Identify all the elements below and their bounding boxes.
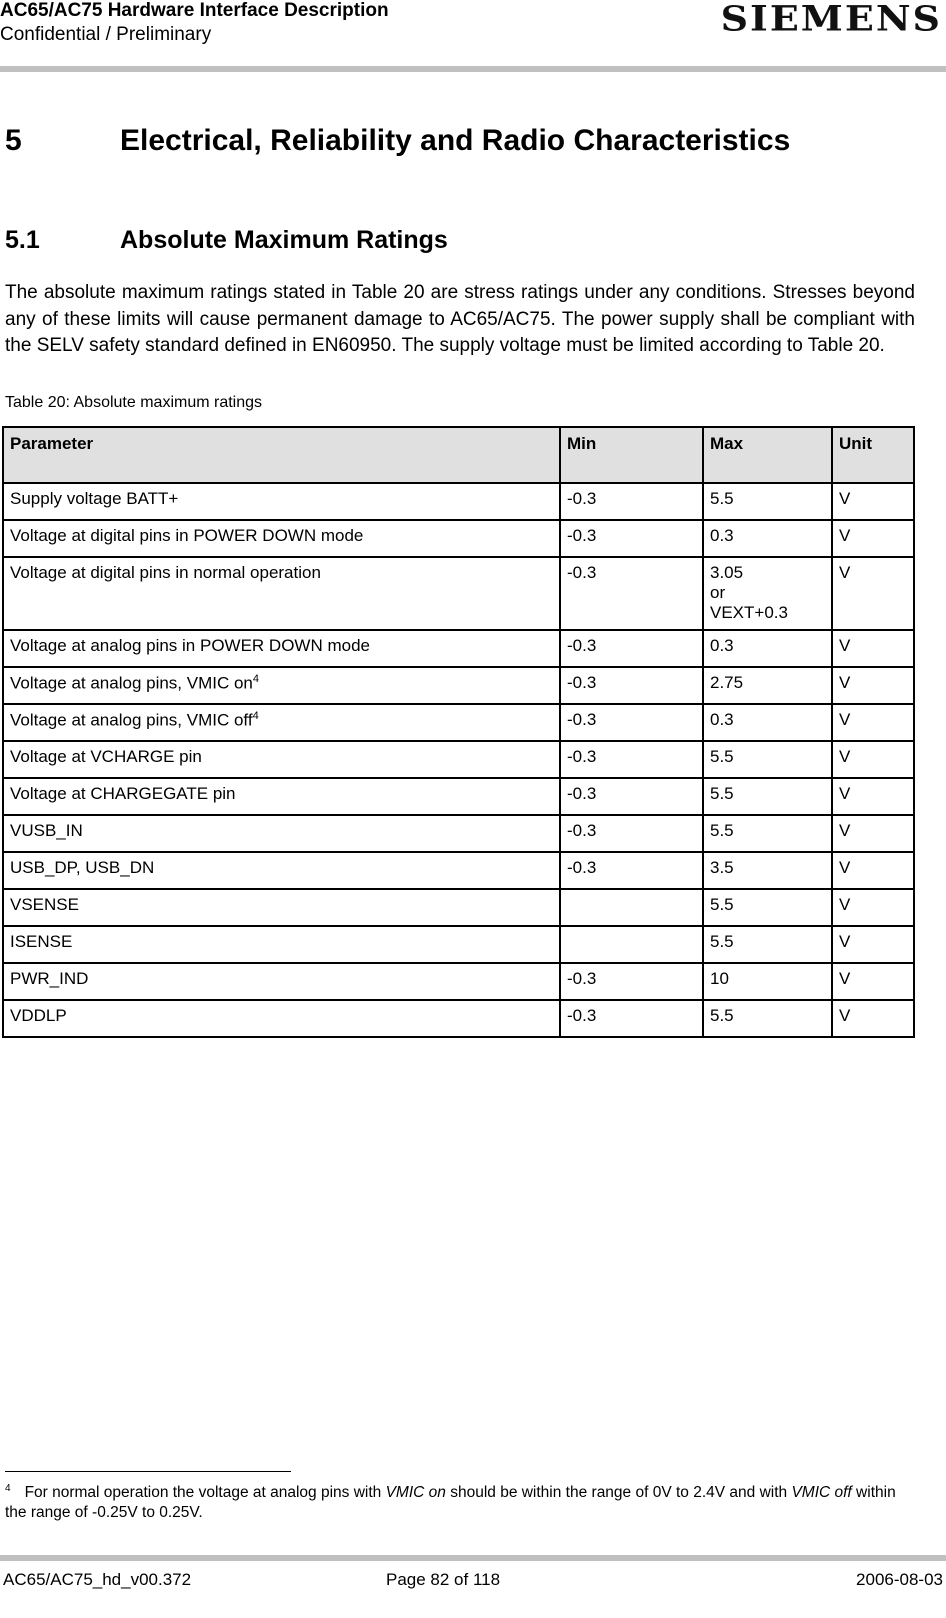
cell-unit (832, 483, 914, 520)
ratings-table (2, 426, 915, 1038)
cell-parameter (3, 1000, 560, 1037)
cell-max-text: 0.3 (710, 526, 734, 545)
cell-unit (832, 557, 914, 630)
cell-max-text: 0.3 (710, 710, 734, 729)
header-subtitle: Confidential / Preliminary (0, 24, 212, 45)
cell-parameter (3, 704, 560, 741)
section-number: 5 (5, 124, 22, 157)
table-row (3, 852, 914, 889)
cell-max-text: 5.5 (710, 747, 734, 766)
cell-parameter (3, 557, 560, 630)
cell-min-text: -0.3 (567, 858, 597, 877)
cell-min-text: -0.3 (567, 747, 597, 766)
cell-parameter-text: Voltage at analog pins, VMIC on (10, 673, 253, 693)
table-row (3, 815, 914, 852)
footer-doc-id: AC65/AC75_hd_v00.372 (3, 1570, 192, 1589)
cell-unit (832, 704, 914, 741)
table-row (3, 889, 914, 926)
cell-min (560, 815, 703, 852)
cell-max (703, 704, 832, 741)
table-row (3, 741, 914, 778)
section-title: Electrical, Reliability and Radio Characteristics (120, 124, 791, 157)
cell-min (560, 889, 703, 926)
table-row (3, 520, 914, 557)
cell-max (703, 483, 832, 520)
cell-max (703, 520, 832, 557)
cell-unit-text: V (839, 636, 851, 655)
cell-min (560, 483, 703, 520)
header-unit: Unit (832, 427, 914, 483)
cell-parameter-text: PWR_IND (10, 969, 89, 988)
cell-parameter-text: VUSB_IN (10, 821, 83, 840)
cell-min (560, 1000, 703, 1037)
cell-max-text: 5.5 (710, 489, 734, 508)
cell-min-text: -0.3 (567, 673, 597, 692)
cell-parameter (3, 778, 560, 815)
cell-max-text: 5.5 (710, 1006, 734, 1025)
cell-min (560, 741, 703, 778)
header-rule (0, 66, 946, 72)
cell-max-text: 5.5 (710, 784, 734, 803)
subsection-heading (5, 226, 448, 255)
table-row (3, 963, 914, 1000)
header-min: Min (560, 427, 703, 483)
cell-min-text: -0.3 (567, 784, 597, 803)
cell-parameter-text: Voltage at analog pins in POWER DOWN mode (10, 636, 370, 655)
cell-parameter (3, 852, 560, 889)
footnote-text-1: For normal operation the voltage at analog pins with (24, 1484, 386, 1502)
cell-max-text: 0.3 (710, 636, 734, 655)
cell-max (703, 741, 832, 778)
cell-max (703, 926, 832, 963)
cell-max (703, 630, 832, 667)
table-row (3, 667, 914, 704)
section-heading (5, 124, 790, 158)
cell-parameter (3, 815, 560, 852)
cell-unit-text: V (839, 969, 851, 988)
footnote-em-1: VMIC on (385, 1484, 446, 1502)
cell-parameter-text: Voltage at digital pins in normal operation (10, 563, 321, 582)
cell-unit-text: V (839, 710, 851, 729)
footer-date: 2006-08-03 (856, 1570, 943, 1589)
subsection-number: 5.1 (5, 226, 40, 254)
cell-unit (832, 889, 914, 926)
subsection-title: Absolute Maximum Ratings (120, 226, 448, 254)
cell-unit (832, 963, 914, 1000)
cell-min-text: -0.3 (567, 710, 597, 729)
cell-parameter (3, 667, 560, 704)
cell-max (703, 1000, 832, 1037)
footnote-marker: 4 (5, 1483, 11, 1494)
table-row (3, 1000, 914, 1037)
footnote-rule (5, 1471, 291, 1472)
cell-unit (832, 667, 914, 704)
cell-min (560, 557, 703, 630)
cell-parameter (3, 926, 560, 963)
table-header-row (3, 427, 914, 483)
cell-max-text: 3.05 or VEXT+0.3 (710, 563, 788, 622)
cell-max-text: 5.5 (710, 895, 734, 914)
cell-min (560, 704, 703, 741)
siemens-logo: SIEMENS (720, 0, 942, 39)
cell-min-text: -0.3 (567, 526, 597, 545)
footnote-em-2: VMIC off (791, 1484, 852, 1502)
cell-max-text: 5.5 (710, 932, 734, 951)
cell-max-text: 5.5 (710, 821, 734, 840)
cell-unit (832, 741, 914, 778)
table-row (3, 704, 914, 741)
cell-unit-text: V (839, 895, 851, 914)
cell-unit-text: V (839, 784, 851, 803)
cell-max (703, 778, 832, 815)
footnote-text-2: should be within the range of 0V to 2.4V and with (445, 1484, 792, 1502)
table-row (3, 926, 914, 963)
header-title: AC65/AC75 Hardware Interface Description (0, 0, 389, 21)
table-row (3, 778, 914, 815)
cell-parameter-text: VSENSE (10, 895, 79, 914)
cell-min (560, 667, 703, 704)
cell-min-text: -0.3 (567, 489, 597, 508)
intro-paragraph: The absolute maximum ratings stated in Table 20 are stress ratings under any conditions. Stresses beyond any of these limits will cause permanent damage to AC65/AC75. The power supply shall be compliant with the SELV safety standard defined in EN60950. The supply voltage must be limited according to Table 20. (5, 282, 915, 356)
cell-parameter-text: ISENSE (10, 932, 73, 951)
table-caption: Table 20: Absolute maximum ratings (5, 394, 263, 411)
cell-unit (832, 778, 914, 815)
cell-min (560, 852, 703, 889)
footnote-ref: 4 (252, 710, 259, 722)
table-row (3, 557, 914, 630)
cell-unit (832, 852, 914, 889)
cell-min (560, 963, 703, 1000)
cell-parameter (3, 741, 560, 778)
cell-min-text: -0.3 (567, 563, 597, 582)
cell-min (560, 520, 703, 557)
header-max: Max (703, 427, 832, 483)
cell-parameter-text: VDDLP (10, 1006, 67, 1025)
cell-unit-text: V (839, 489, 851, 508)
cell-unit-text: V (839, 673, 851, 692)
cell-unit-text: V (839, 932, 851, 951)
cell-parameter (3, 889, 560, 926)
cell-unit (832, 520, 914, 557)
footer-rule (0, 1555, 946, 1561)
cell-parameter-text: Supply voltage BATT+ (10, 489, 179, 508)
cell-parameter (3, 520, 560, 557)
cell-max (703, 667, 832, 704)
cell-min-text: -0.3 (567, 969, 597, 988)
footer-page: Page 82 of 118 (386, 1570, 501, 1589)
footnote (5, 1479, 915, 1523)
cell-max (703, 852, 832, 889)
cell-unit-text: V (839, 1006, 851, 1025)
cell-parameter-text: Voltage at CHARGEGATE pin (10, 784, 236, 803)
cell-unit (832, 630, 914, 667)
footnote-text-3: within the range of -0.25V to 0.25V. (5, 1484, 896, 1522)
cell-unit (832, 815, 914, 852)
cell-min (560, 630, 703, 667)
cell-unit-text: V (839, 747, 851, 766)
header-parameter: Parameter (3, 427, 560, 483)
cell-max-text: 3.5 (710, 858, 734, 877)
cell-parameter (3, 630, 560, 667)
cell-parameter (3, 483, 560, 520)
cell-unit-text: V (839, 563, 851, 582)
cell-min-text: -0.3 (567, 636, 597, 655)
cell-max (703, 963, 832, 1000)
cell-unit-text: V (839, 858, 851, 877)
cell-unit-text: V (839, 821, 851, 840)
cell-parameter-text: Voltage at digital pins in POWER DOWN mode (10, 526, 364, 545)
cell-parameter-text: USB_DP, USB_DN (10, 858, 155, 877)
cell-parameter (3, 963, 560, 1000)
table-row (3, 483, 914, 520)
cell-max (703, 889, 832, 926)
cell-parameter-text: Voltage at analog pins, VMIC off (10, 710, 253, 730)
cell-unit (832, 926, 914, 963)
cell-min-text: -0.3 (567, 1006, 597, 1025)
cell-unit-text: V (839, 526, 851, 545)
cell-min (560, 926, 703, 963)
cell-max-text: 2.75 (710, 673, 744, 692)
cell-max (703, 557, 832, 630)
cell-min-text: -0.3 (567, 821, 597, 840)
footnote-ref: 4 (252, 673, 260, 685)
cell-min (560, 778, 703, 815)
cell-max-text: 10 (710, 969, 729, 988)
cell-parameter-text: Voltage at VCHARGE pin (10, 747, 202, 766)
cell-max (703, 815, 832, 852)
table-row (3, 630, 914, 667)
cell-unit (832, 1000, 914, 1037)
